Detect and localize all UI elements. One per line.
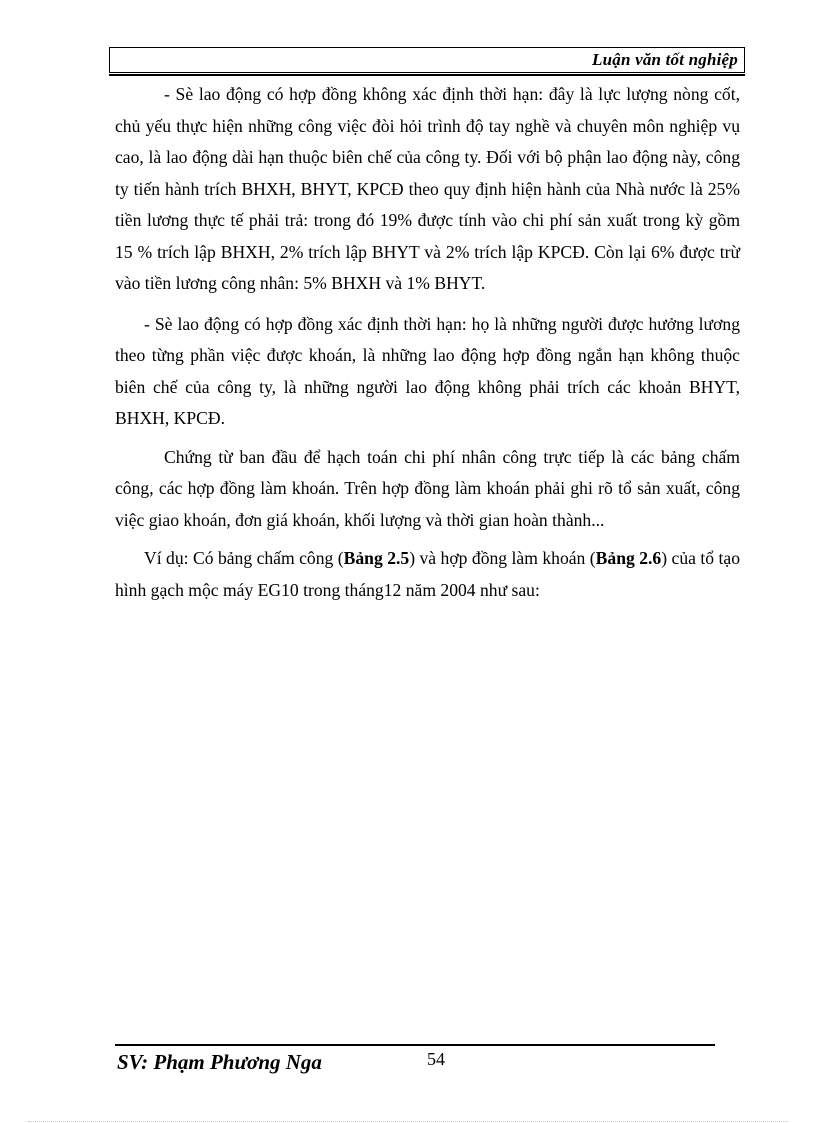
paragraph-contract-labor: - Sè lao động có hợp đồng xác định thời hạn: họ là những người được hưởng lương theo từng phần việc được khoán, là những lao động hợp đồng ngắn hạn không thuộc biên chế của công ty, là những người lao động không phải trích các khoản BHYT, BHXH, KPCĐ. [115, 313, 740, 428]
paragraph-source-documents: Chứng từ ban đầu để hạch toán chi phí nhân công trực tiếp là các bảng chấm công, các hợp đồng làm khoán. Trên hợp đồng làm khoán phải ghi rõ tổ sản xuất, công việc giao khoán, đơn giá khoán, khối lượng và thời gian hoàn thành... [115, 446, 740, 530]
example-middle: ) và hợp đồng làm khoán ( [409, 548, 596, 568]
running-header [109, 47, 745, 73]
table-reference-2-5: Bảng 2.5 [343, 548, 410, 568]
footer-rule [115, 1044, 715, 1046]
paragraph-permanent-labor: - Sè lao động có hợp đồng không xác định thời hạn: đây là lực lượng nòng cốt, chủ yếu thực hiện những công việc đòi hỏi trình độ tay nghề và chuyên môn nghiệp vụ cao, là lao động dài hạn thuộc biên chế của công ty. Đối với bộ phận lao động này, công ty tiến hành trích BHXH, BHYT, KPCĐ theo quy định hiện hành của Nhà nước là 25% tiền lương thực tế phải trả: trong đó 19% được tính vào chi phí sản xuất trong kỳ gồm 15 % trích lập BHXH, 2% trích lập BHYT và 2% trích lập KPCĐ. Còn lại 6% được trừ vào tiền lương công nhân: 5% BHXH và 1% BHYT. [115, 84, 740, 293]
header-rule [109, 74, 745, 76]
example-suffix: ) của tổ tạo hình gạch mộc máy EG10 trong tháng12 năm 2004 như sau: [115, 548, 741, 600]
example-prefix: Ví dụ: Có bảng chấm công ( [144, 548, 344, 568]
page-bottom-edge [28, 1121, 788, 1122]
footer-author: SV: Phạm Phương Nga [117, 1050, 322, 1074]
body-text [115, 79, 740, 606]
header-title: Luận văn tốt nghiệp [592, 50, 738, 69]
paragraph-example [115, 543, 740, 606]
page-number: 54 [427, 1049, 445, 1069]
table-reference-2-6: Bảng 2.6 [595, 548, 662, 568]
